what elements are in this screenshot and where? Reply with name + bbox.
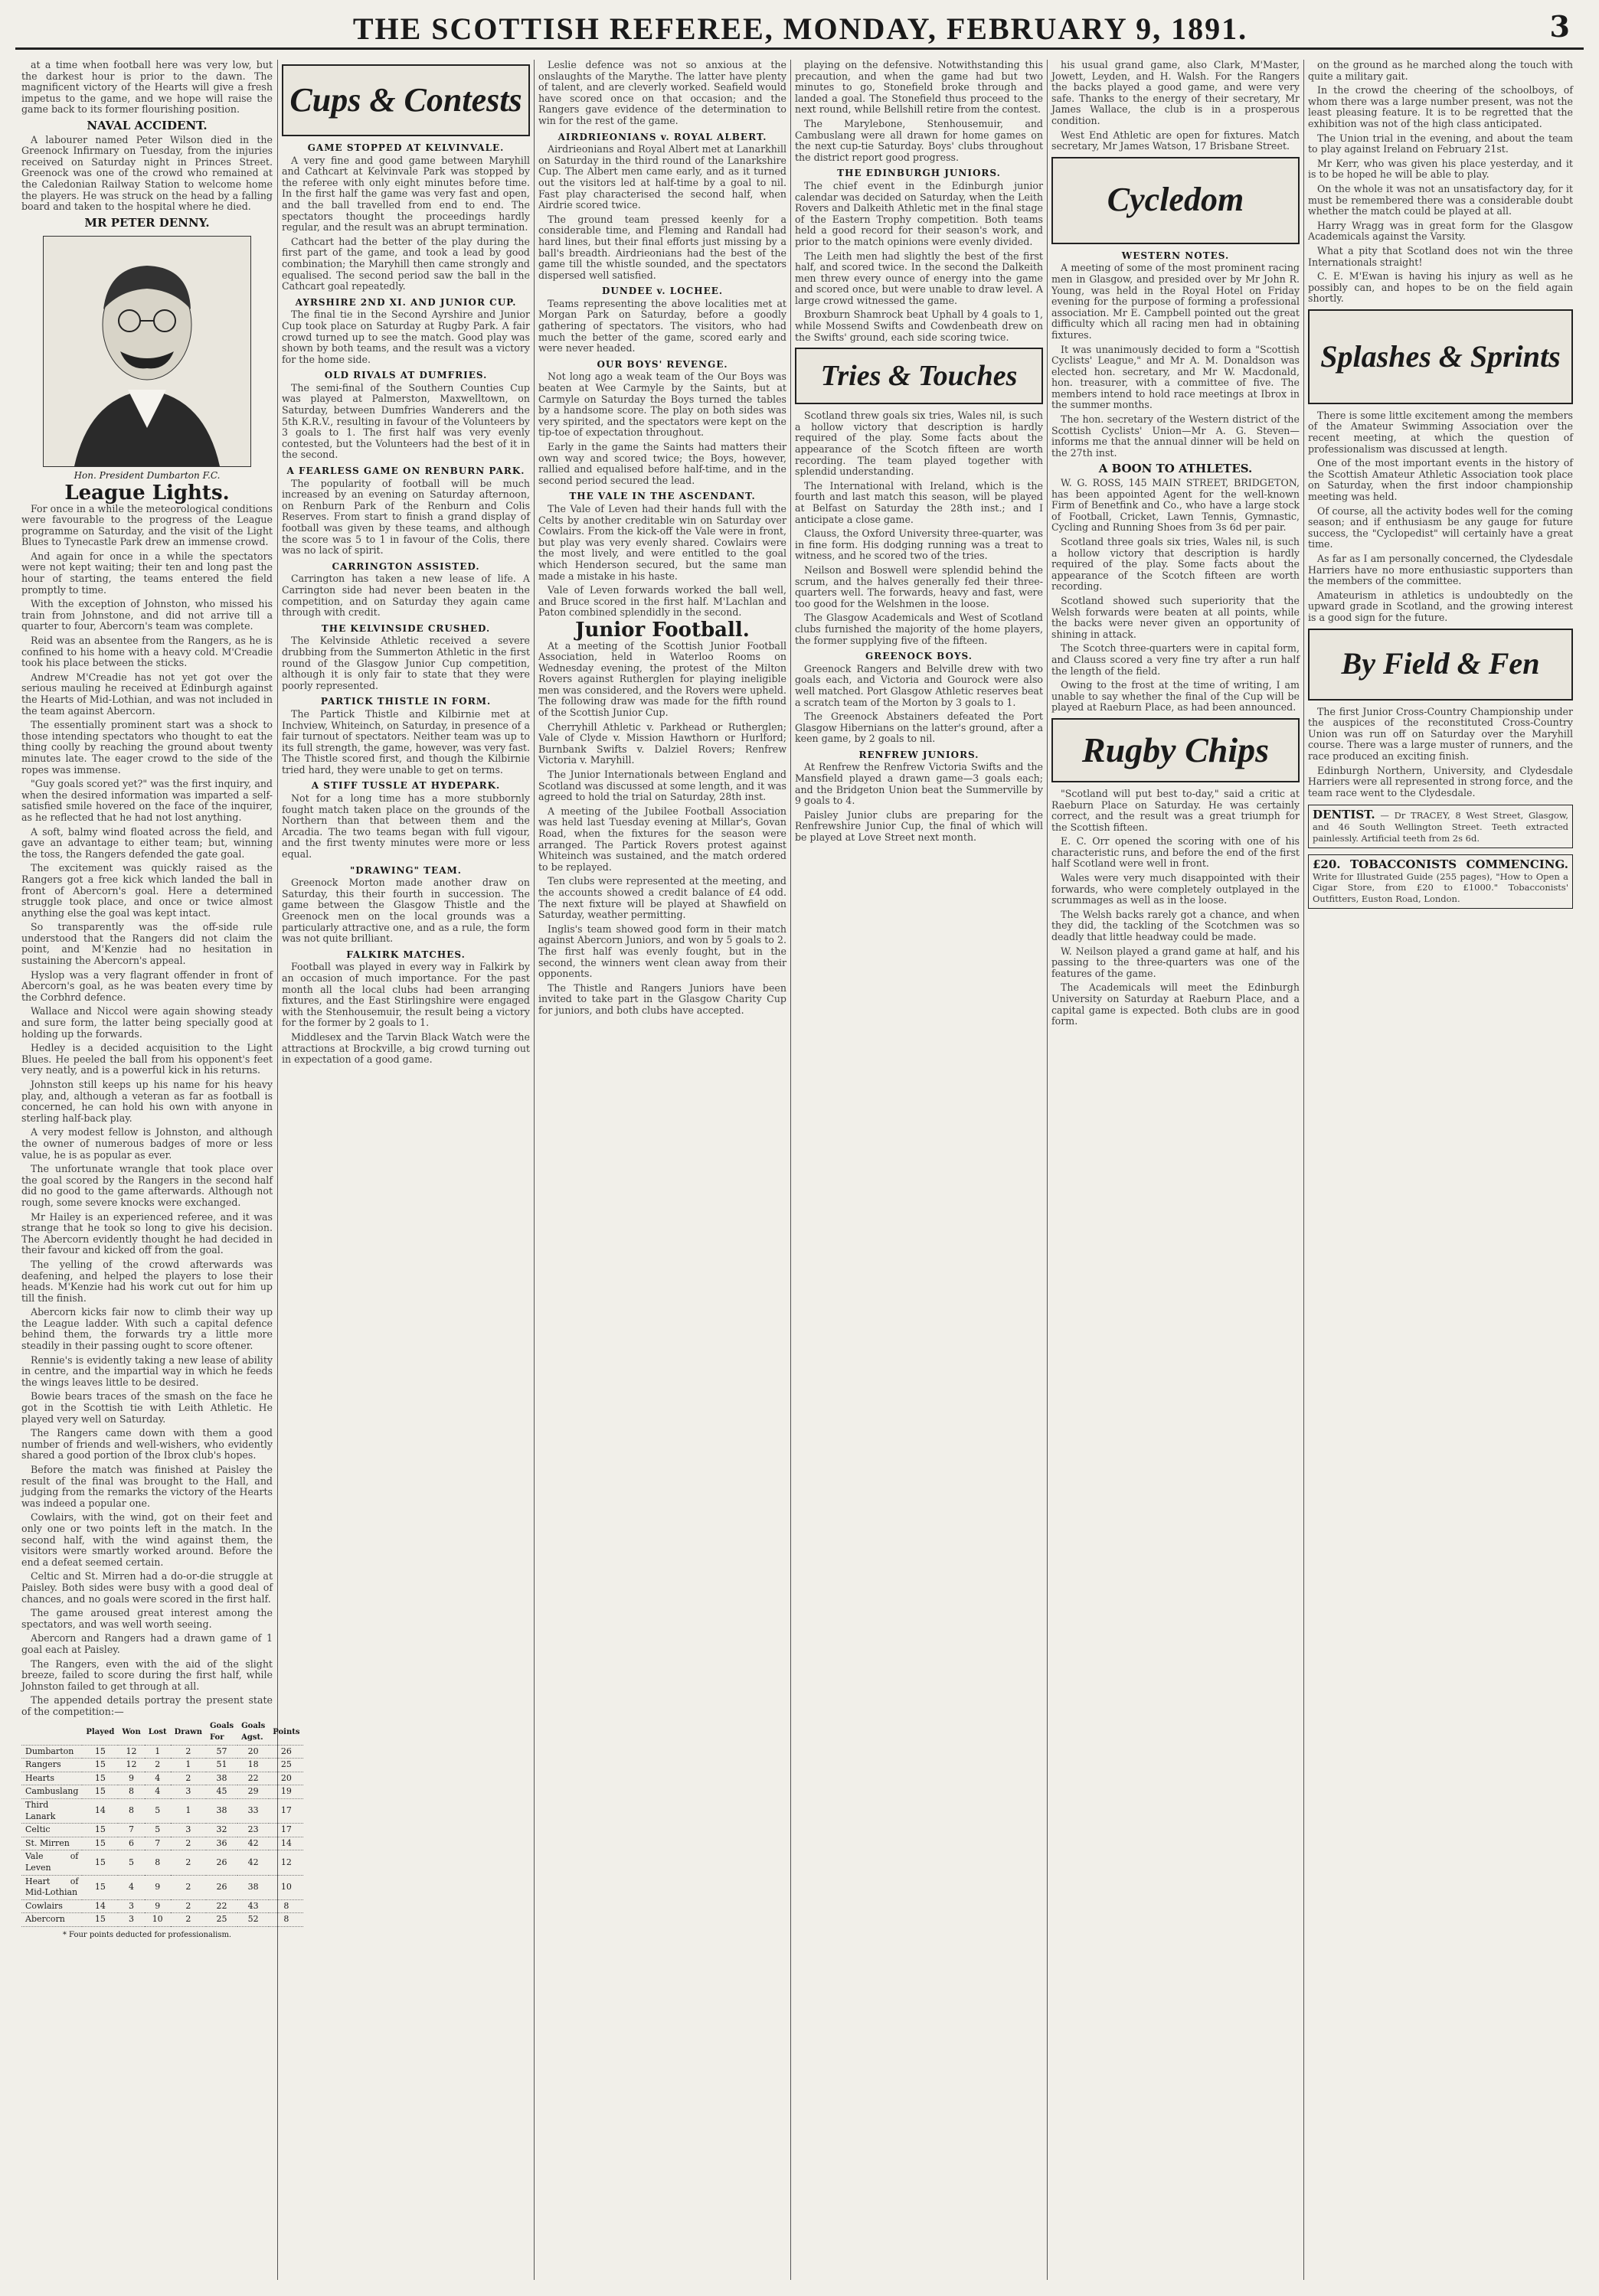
section-heading: A STIFF TUSSLE AT HYDEPARK. — [311, 780, 501, 792]
table-row — [21, 1837, 303, 1850]
club-name: Hearts — [21, 1772, 82, 1785]
table-cell: 4 — [145, 1772, 171, 1785]
section-heading: PARTICK THISTLE IN FORM. — [320, 696, 492, 707]
naval-accident-heading: NAVAL ACCIDENT. — [87, 118, 208, 132]
section-heading: AIRDRIEONIANS v. ROYAL ALBERT. — [558, 131, 767, 142]
table-cell: 38 — [206, 1772, 237, 1785]
table-cell: 2 — [171, 1875, 206, 1899]
table-row — [21, 1850, 303, 1875]
table-cell: 32 — [206, 1824, 237, 1837]
section-heading: THE EDINBURGH JUNIORS. — [837, 168, 1001, 179]
table-cell: 26 — [206, 1850, 237, 1875]
table-note: * Four points deducted for professionalism. — [62, 1930, 232, 1939]
table-cell: 25 — [206, 1913, 237, 1927]
table-cell: 8 — [269, 1899, 303, 1913]
table-cell: 33 — [237, 1799, 269, 1824]
table-cell: 9 — [145, 1899, 171, 1913]
rugby-chips-banner: Rugby Chips — [1051, 718, 1300, 782]
table-cell: 15 — [82, 1772, 118, 1785]
dentist-advertisement: DENTIST. — Dr TRACEY, 8 West Street, Glasgow, and 46 South Wellington Street. Teeth extracted painlessly. Artificial teeth from 2s 6d. — [1308, 805, 1573, 848]
tobacconist-advertisement: £20. TOBACCONISTS COMMENCING. Write for Illustrated Guide (255 pages), "How to Open a Cigar Store, from £20 to £1000." Tobacconists' Outfitters, Euston Road, London. — [1308, 854, 1573, 909]
table-column-header: Goals Agst. — [237, 1720, 269, 1745]
table-intro: The appended details portray the present state of the competition:— — [21, 1694, 273, 1717]
table-cell: 57 — [206, 1745, 237, 1759]
table-cell: 20 — [237, 1745, 269, 1759]
table-cell: 12 — [269, 1850, 303, 1875]
table-row — [21, 1899, 303, 1913]
section-heading: GAME STOPPED AT KELVINVALE. — [307, 142, 505, 153]
club-name: Heart of Mid-Lothian — [21, 1875, 82, 1899]
club-name: Cambuslang — [21, 1785, 82, 1799]
table-cell: 2 — [171, 1913, 206, 1927]
table-cell: 12 — [118, 1759, 144, 1772]
table-column-header: Points — [269, 1720, 303, 1745]
masthead-rule — [15, 47, 1584, 50]
table-cell: 3 — [171, 1824, 206, 1837]
club-name: Vale of Leven — [21, 1850, 82, 1875]
table-cell: 4 — [145, 1785, 171, 1799]
section-heading: GREENOCK BOYS. — [865, 651, 973, 662]
column-rule — [1303, 60, 1304, 2280]
section-heading: OLD RIVALS AT DUMFRIES. — [324, 370, 488, 381]
table-cell: 2 — [145, 1759, 171, 1772]
column-rule — [534, 60, 535, 2280]
section-heading: THE KELVINSIDE CRUSHED. — [321, 622, 491, 634]
table-cell: 8 — [118, 1799, 144, 1824]
table-cell: 14 — [269, 1837, 303, 1850]
table-cell: 1 — [171, 1799, 206, 1824]
table-column-header: Drawn — [171, 1720, 206, 1745]
table-cell: 18 — [237, 1759, 269, 1772]
column-4: playing on the defensive. Notwithstanding this precaution, and when the game had but two minutes to go, Stonefield broke through and landed a goal. The Stonefield thus proceed to the next round, while Bellshill retire from the contest. The Marylebone, Stenhousemuir, and Cambuslang were all drawn for home games on the next cup-tie Saturday. Boys' clubs throughout the district report good progress. THE EDINBURGH JUNIORS. The chief event in the Edinburgh junior calendar was decided on Saturday, when the Leith Rovers and Dalkeith Athletic met in the final stage of the Eastern Trophy competition. Both teams held a good record for their season's work, and prior to the match opinions were evenly divided. The Leith men had slightly the best of the first half, and scored twice. In the second the Dalkeith men threw every ounce of energy into the game and scored once, but were unable to draw level. A large crowd witnessed the game. Broxburn Shamrock beat Uphall by 4 goals to 1, while Mossend Swifts and Cowdenbeath drew on the Swifts' ground, each side scoring twice. Tries & Touches Scotland threw goals six tries, Wales nil, is such a hollow victory that description is hardly required of the play. Some facts about the appearance of the Scotch fifteen are worth recording. The team played together with splendid understanding. The International with Ireland, which is the fourth and last match this season, will be played at Belfast on Saturday the 28th inst.; and I anticipate a close game. Clauss, the Oxford University three-quarter, was in fine form. His dodging running was a treat to witness, and he scored two of the tries. Neilson and Boswell were splendid behind the scrum, and the halves generally fed their three-quarters well. The forwards, heavy and fast, were too good for the Welshmen in the loose. The Glasgow Academicals and West of Scotland clubs furnished the majority of the home players, the former supplying five of the fifteen. GREENOCK BOYS. Greenock Rangers and Belville drew with two goals each, and Victoria and Gourock were also well matched. Port Glasgow Athletic reserves beat a scratch team of the Morton by 3 goals to 1. The Greenock Abstainers defeated the Port Glasgow Hibernians on the latter's ground, after a keen game, by 2 goals to nil. RENFREW JUNIORS. At Renfrew the Renfrew Victoria Swifts and the Mansfield played a drawn game—3 goals each; and the Bridgeton Union beat the Summerville by 9 goals to 4. Paisley Junior clubs are preparing for the Renfrewshire Junior Cup, the final of which will be played at Love Street next month. — [795, 59, 1043, 844]
table-cell: 45 — [206, 1785, 237, 1799]
table-cell: 7 — [145, 1837, 171, 1850]
table-cell: 3 — [171, 1785, 206, 1799]
table-row — [21, 1799, 303, 1824]
column-1: at a time when football here was very low, but the darkest hour is prior to the dawn. The magnificent victory of the Hearts will give a fresh impetus to the game, and we hope will raise the game back to its former flourishing position. NAVAL ACCIDENT. A labourer named Peter Wilson died in the Greenock Infirmary on Tuesday, from the injuries received on Saturday night in Princes Street. Greenock was one of the crowd who remained at the Caledonian Railway Station to welcome home the players. He was struck on the head by a falling board and taken to the hospital where he died. MR PETER DENNY. Hon. President Dumbarton F.C. League Lights. For once in a while the meteorological conditions were favourable to the progress of the League programme on Saturday, and the visit of the Light Blues to Tynecastle Park drew an immense crowd. And again for once in a while the spectators were not kept waiting; their ten and long past the hour of starting, the teams entered the field promptly to time. With the exception of Johnston, who missed his train from Johnstone, and did not arrive till a quarter to four, Abercorn's team was complete. Reid was an absentee from the Rangers, as he is confined to his home with a heavy cold. M'Creadie took his place between the sticks. Andrew M'Creadie has not yet got over the serious mauling he received at Edinburgh against the Hearts of Mid-Lothian, and was not included in the team against Abercorn. The essentially prominent start was a shock to those intending spectators who thought to eat the thing coolly by reaching the ground about twenty minutes late. The eager crowd to the side of the ropes was immense. "Guy goals scored yet?" was the first inquiry, and when the desired information was imparted a self-satisfied smile hovered on the face of the inquirer, as he reflected that he had not lost anything. A soft, balmy wind floated across the field, and gave an advantage to either team; but, winning the toss, the Rangers defended the gate goal. The excitement was quickly raised as the Rangers got a free kick which landed the ball in front of Abercorn's goal. Here a determined struggle took place, and once or twice almost anything else the goal was kept intact. So transparently was the off-side rule understood that the Rangers did not claim the point, and M'Kenzie had no hesitation in sustaining the Abercorn's appeal. Hyslop was a very flagrant offender in front of Abercorn's goal, as he was beaten every time by the Corbhrd defence. Wallace and Niccol were again showing steady and sure form, the latter being specially good at holding up the forwards. Hedley is a decided acquisition to the Light Blues. He peeled the ball from his opponent's feet very neatly, and is a powerful kick in his returns. Johnston still keeps up his name for his heavy play, and, although a veteran as far as football is concerned, he can hold his own with anyone in sterling half-back play. A very modest fellow is Johnston, and although the owner of numerous badges of more or less value, he is as popular as ever. The unfortunate wrangle that took place over the goal scored by the Rangers in the second half did no good to the game afterwards. Although not rough, some severe knocks were exchanged. Mr Hailey is an experienced referee, and it was strange that he took so long to give his decision. The Abercorn evidently thought he had decided in their favour and kicked off from the goal. The yelling of the crowd afterwards was deafening, and helped the players to lose their heads. M'Kenzie had his work cut out for him up till the finish. Abercorn kicks fair now to climb their way up the League ladder. With such a capital defence behind them, the forwards try a little more steadily in their passing ought to score oftener. Rennie's is evidently taking a new lease of ability in centre, and the impartial way in which he feeds the wings leaves little to be desired. Bowie bears traces of the smash on the face he got in the Scottish tie with Leith Athletic. He played very well on Saturday. The Rangers came down with them a good number of friends and well-wishers, who evidently shared a good portion of the Ibrox club's hopes. Before the match was finished at Paisley the result of the final was brought to the Hall, and judging from the remarks the victory of the Hearts was indeed a popular one. Cowlairs, with the wind, got on their feet and only one or two points left in the match. In the second half, with the wind against them, the visitors were smartly worked around. Before the end a defeat seemed certain. Celtic and St. Mirren had a do-or-die struggle at Paisley. Both sides were busy with a good deal of chances, and no goals were scored in the first half. The game aroused great interest among the spectators, and was well worth seeing. Abercorn and Rangers had a drawn game of 1 goal each at Paisley. The Rangers, even with the aid of the slight breeze, failed to score during the first half, while Johnston failed to get through at all. The appended details portray the present state of the competition:— Played Won Lost Drawn Goals For Goals Agst. Points Dumbarton 15 12 1 2 57 20 26 Rangers 15 12 2 1 51 18 25 Hearts 15 9 4 2 38 22 20 Cambuslang 15 8 4 3 45 29 19 Third Lanark 14 8 5 1 38 33 17 Celtic 15 7 5 3 32 23 17 St. Mirren 15 6 7 2 36 42 14 Vale of Leven 15 5 8 2 26 42 12 Heart of Mid-Lothian 15 4 9 2 26 38 10 Cowlairs 14 3 9 2 22 43 8 Abercorn 15 3 10 2 25 52 8 * Four points deducted for professionalism. — [21, 60, 273, 2280]
table-cell: 26 — [206, 1875, 237, 1899]
cups-contests-banner: Cups & Contests — [282, 64, 530, 136]
junior-football-heading: Junior Football. — [575, 618, 750, 642]
table-cell: 19 — [269, 1785, 303, 1799]
table-cell: 51 — [206, 1759, 237, 1772]
section-heading: THE VALE IN THE ASCENDANT. — [569, 491, 756, 502]
western-notes-heading: WESTERN NOTES. — [1121, 250, 1230, 261]
column-5: his usual grand game, also Clark, M'Master, Jowett, Leyden, and H. Walsh. For the Rangers the backs played a good game, and were very safe. Thanks to the energy of their secretary, Mr James Wallace, the club is in a prosperous condition. West End Athletic are open for fixtures. Match secretary, Mr James Watson, 17 Brisbane Street. Cycledom WESTERN NOTES. A meeting of some of the most prominent racing men in Glasgow, and presided over by Mr John R. Young, was held in the Royal Hotel on Friday evening for the purpose of forming a professional association. Mr E. Campbell pointed out the great difficulty which all racing men had in obtaining fixtures. It was unanimously decided to form a "Scottish Cyclists' League," and Mr A. M. Donaldson was elected hon. secretary, and Mr W. Macdonald, hon. treasurer, with a committee of five. The members intend to hold race meetings at Ibrox in the summer months. The hon. secretary of the Western district of the Scottish Cyclists' Union—Mr A. G. Steven—informs me that the annual dinner will be held on the 27th inst. A BOON TO ATHLETES. W. G. ROSS, 145 MAIN STREET, BRIDGETON, has been appointed Agent for the well-known Firm of Benetfink and Co., who have a large stock of Football, Cricket, Lawn Tennis, Gymnastic, Cycling and Running Shoes from 3s 6d per pair. Scotland three goals six tries, Wales nil, is such a hollow victory that description is hardly required of the play. Some facts about the appearance of the Scotch fifteen are worth recording. Scotland showed such superiority that the Welsh forwards were beaten at all points, while the backs were never given an opportunity of shining in attack. The Scotch three-quarters were in capital form, and Clauss scored a very fine try after a run half the length of the field. Owing to the frost at the time of writing, I am unable to say whether the final of the Cup will be played at Raeburn Place, as had been announced. Rugby Chips "Scotland will put best to-day," said a critic at Raeburn Place on Saturday. He was certainly correct, and the result was a great triumph for the Scottish fifteen. E. C. Orr opened the scoring with one of his characteristic runs, and before the end of the first half Scotland were well in front. Wales were very much disappointed with their forwards, who were completely outplayed in the scrummages as well as in the loose. The Welsh backs rarely got a chance, and when they did, the tackling of the Scotchmen was so deadly that little headway could be made. W. Neilson played a grand game at half, and his passing to the three-quarters was one of the features of the game. The Academicals will meet the Edinburgh University on Saturday at Raeburn Place, and a capital game is expected. Both clubs are in good form. — [1051, 59, 1300, 1027]
table-cell: 42 — [237, 1837, 269, 1850]
table-cell: 38 — [237, 1875, 269, 1899]
table-cell: 8 — [269, 1913, 303, 1927]
table-cell: 17 — [269, 1799, 303, 1824]
table-cell: 43 — [237, 1899, 269, 1913]
table-cell: 8 — [118, 1785, 144, 1799]
table-cell: 20 — [269, 1772, 303, 1785]
cycledom-banner: Cycledom — [1051, 157, 1300, 244]
table-cell: 23 — [237, 1824, 269, 1837]
table-column-header: Played — [82, 1720, 118, 1745]
section-heading: CARRINGTON ASSISTED. — [332, 560, 480, 572]
splashes-sprints-banner: Splashes & Sprints — [1308, 309, 1573, 404]
portrait-engraving — [43, 236, 251, 467]
table-cell: 38 — [206, 1799, 237, 1824]
table-column-header — [21, 1720, 82, 1745]
table-row — [21, 1875, 303, 1899]
table-cell: 15 — [82, 1745, 118, 1759]
tobacconist-ad-title: £20. TOBACCONISTS COMMENCING. — [1313, 857, 1568, 872]
league-lights-heading: League Lights. — [64, 481, 230, 505]
club-name: Abercorn — [21, 1913, 82, 1927]
table-cell: 1 — [171, 1759, 206, 1772]
table-cell: 10 — [145, 1913, 171, 1927]
table-row — [21, 1824, 303, 1837]
table-cell: 14 — [82, 1799, 118, 1824]
section-heading: OUR BOYS' REVENGE. — [597, 358, 728, 370]
table-row — [21, 1772, 303, 1785]
table-cell: 1 — [145, 1745, 171, 1759]
by-field-fen-banner: By Field & Fen — [1308, 629, 1573, 701]
table-cell: 3 — [118, 1913, 144, 1927]
table-cell: 9 — [145, 1875, 171, 1899]
column-rule — [277, 60, 278, 2280]
boon-heading: A BOON TO ATHLETES. — [1098, 462, 1253, 476]
table-cell: 26 — [269, 1745, 303, 1759]
table-cell: 15 — [82, 1785, 118, 1799]
section-heading: DUNDEE v. LOCHEE. — [601, 286, 724, 297]
table-row — [21, 1785, 303, 1799]
page-number: 3 — [1549, 9, 1570, 44]
table-cell: 15 — [82, 1824, 118, 1837]
table-cell: 2 — [171, 1837, 206, 1850]
table-cell: 25 — [269, 1759, 303, 1772]
club-name: Dumbarton — [21, 1745, 82, 1759]
section-heading: AYRSHIRE 2ND XI. AND JUNIOR CUP. — [295, 296, 517, 308]
column-6: on the ground as he marched along the touch with quite a military gait. In the crowd the cheering of the schoolboys, of whom there was a large number present, was not the least pleasing feature. It is to be regretted that the exhibition was not of the high class anticipated. The Union trial in the evening, and about the team to play against Ireland on February 21st. Mr Kerr, who was given his place yesterday, and it is to be hoped he will be able to play. On the whole it was not an unsatisfactory day, for it must be remembered there was a considerable doubt whether the match could be played at all. Harry Wragg was in great form for the Glasgow Academicals against the Varsity. What a pity that Scotland does not win the three Internationals straight! C. E. M'Ewan is having his injury as well as he possibly can, and hopes to be on the field again shortly. Splashes & Sprints There is some little excitement among the members of the Amateur Swimming Association over the recent meeting, at which the question of professionalism was discussed at length. One of the most important events in the history of the Scottish Amateur Athletic Association took place on Saturday, when the first indoor championship meeting was held. Of course, all the activity bodes well for the coming season; and if enthusiasm be any gauge for future success, the "Cyclopedist" will certainly have a great time. As far as I am personally concerned, the Clydesdale Harriers have no more enthusiastic supporters than the members of the committee. Amateurism in athletics is undoubtedly on the upward grade in Scotland, and the growing interest is a good sign for the future. By Field & Fen The first Junior Cross-Country Championship under the auspices of the reconstituted Cross-Country Union was run off on Saturday over the Maryhill course. There was a large muster of runners, and the race produced an exciting finish. Edinburgh Northern, University, and Clydesdale Harriers were all represented in strong force, and the team race went to the Clydesdale. DENTIST. — Dr TRACEY, 8 West Street, Glasgow, and 46 South Wellington Street. Teeth extracted painlessly. Artificial teeth from 2s 6d. £20. TOBACCONISTS COMMENCING. Write for Illustrated Guide (255 pages), "How to Open a Cigar Store, from £20 to £1000." Tobacconists' Outfitters, Euston Road, London. — [1308, 60, 1573, 2280]
table-cell: 17 — [269, 1824, 303, 1837]
table-cell: 15 — [82, 1850, 118, 1875]
table-cell: 14 — [82, 1899, 118, 1913]
table-cell: 9 — [118, 1772, 144, 1785]
table-row — [21, 1913, 303, 1927]
table-header — [21, 1720, 303, 1745]
table-cell: 3 — [118, 1899, 144, 1913]
section-heading: RENFREW JUNIORS. — [858, 749, 979, 760]
club-name: Cowlairs — [21, 1899, 82, 1913]
table-cell: 15 — [82, 1875, 118, 1899]
table-cell: 22 — [206, 1899, 237, 1913]
masthead — [31, 6, 1570, 60]
tries-touches-banner: Tries & Touches — [795, 348, 1043, 404]
table-cell: 15 — [82, 1913, 118, 1927]
table-cell: 7 — [118, 1824, 144, 1837]
table-cell: 2 — [171, 1745, 206, 1759]
table-cell: 8 — [145, 1850, 171, 1875]
column-3: Leslie defence was not so anxious at the onslaughts of the Marythe. The latter have plenty of talent, and are cleverly worked. Seafield would have scored once on that occasion; and the Rangers gave evidence of the determination to win for the rest of the game. AIRDRIEONIANS v. ROYAL ALBERT. Airdrieonians and Royal Albert met at Lanarkhill on Saturday in the third round of the Lanarkshire Cup. The Albert men came early, and as it turned out the visitors led at half-time by a goal to nil. Fast play characterised the second half, when Airdrie scored twice. The ground team pressed keenly for a considerable time, and Fleming and Randall had hard lines, but their final efforts just missing by a ball's breadth. Airdrieonians had the best of the game till the whistle sounded, and the spectators dispersed well satisfied. DUNDEE v. LOCHEE. Teams representing the above localities met at Morgan Park on Saturday, before a goodly gathering of spectators. The visitors, who had much the better of the game, scored early and were never headed. OUR BOYS' REVENGE. Not long ago a weak team of the Our Boys was beaten at Wee Carmyle by the Saints, but at Carmyle on Saturday the Boys turned the tables by a handsome score. The play on both sides was very spirited, and the spectators were kept on the tip-toe of expectation throughout. Early in the game the Saints had matters their own way and scored twice; the Boys, however, rallied and equalised before half-time, and in the second period secured the lead. THE VALE IN THE ASCENDANT. The Vale of Leven had their hands full with the Celts by another creditable win on Saturday over Cowlairs. From the kick-off the Vale were in front, but play was very evenly shared. Cowlairs were the most lively, and were entitled to the goal which Henderson secured, but the same man made a mistake in his haste. Vale of Leven forwards worked the ball well, and Bruce scored in the first half. M'Lachlan and Paton combined splendidly in the second. Junior Football. At a meeting of the Scottish Junior Football Association, held in Waterloo Rooms on Wednesday evening, the protest of the Milton Rovers against Rutherglen for playing ineligible men was considered, and the Rovers were upheld. The following draw was made for the fifth round of the Scottish Junior Cup. Cherryhill Athletic v. Parkhead or Rutherglen; Vale of Clyde v. Mission Hawthorn or Hurlford; Burnbank Swifts v. Dalziel Rovers; Renfrew Victoria v. Maryhill. The Junior Internationals between England and Scotland was discussed at some length, and it was agreed to hold the trial on Saturday, 28th inst. A meeting of the Jubilee Football Association was held last Tuesday evening at Millar's, Govan Road, when the fixtures for the season were arranged. The Partick Rovers protest against Whiteinch was sustained, and the match ordered to be replayed. Ten clubs were represented at the meeting, and the accounts showed a credit balance of £4 odd. The next fixture will be played at Shawfield on Saturday, weather permitting. Inglis's team showed good form in their match against Abercorn Juniors, and won by 5 goals to 2. The first half was evenly fought, but in the second, the winners went clean away from their opponents. The Thistle and Rangers Juniors have been invited to take part in the Glasgow Charity Cup for juniors, and both clubs have accepted. — [538, 59, 787, 1016]
column-rule — [790, 60, 791, 2280]
table-cell: 5 — [145, 1799, 171, 1824]
league-standings-table — [21, 1720, 303, 1927]
table-cell: 2 — [171, 1899, 206, 1913]
table-row — [21, 1759, 303, 1772]
table-cell: 15 — [82, 1837, 118, 1850]
table-cell: 4 — [118, 1875, 144, 1899]
table-cell: 12 — [118, 1745, 144, 1759]
table-cell: 42 — [237, 1850, 269, 1875]
club-name: Celtic — [21, 1824, 82, 1837]
section-heading: "DRAWING" TEAM. — [350, 864, 462, 876]
table-cell: 29 — [237, 1785, 269, 1799]
table-row — [21, 1745, 303, 1759]
table-column-header: Goals For — [206, 1720, 237, 1745]
portrait-name: MR PETER DENNY. — [84, 215, 210, 230]
table-column-header: Lost — [145, 1720, 171, 1745]
table-cell: 52 — [237, 1913, 269, 1927]
table-cell: 22 — [237, 1772, 269, 1785]
column-rule — [1047, 60, 1048, 2280]
table-cell: 5 — [145, 1824, 171, 1837]
table-column-header: Won — [118, 1720, 144, 1745]
table-cell: 6 — [118, 1837, 144, 1850]
club-name: Rangers — [21, 1759, 82, 1772]
table-cell: 5 — [118, 1850, 144, 1875]
dentist-ad-title: DENTIST. — [1313, 808, 1375, 822]
table-cell: 2 — [171, 1850, 206, 1875]
section-heading: A FEARLESS GAME ON RENBURN PARK. — [286, 465, 525, 477]
club-name: Third Lanark — [21, 1799, 82, 1824]
table-cell: 10 — [269, 1875, 303, 1899]
table-cell: 36 — [206, 1837, 237, 1850]
table-cell: 15 — [82, 1759, 118, 1772]
table-cell: 2 — [171, 1772, 206, 1785]
portrait-caption: Hon. President Dumbarton F.C. — [74, 470, 221, 482]
newspaper-title: THE SCOTTISH REFEREE, MONDAY, FEBRUARY 9, 1891. — [352, 11, 1248, 46]
column-2: Cups & Contests GAME STOPPED AT KELVINVALE. A very fine and good game between Maryhill and Cathcart at Kelvinvale Park was stopped by the referee with only eight minutes before time. In the first half the game was very fast and open, and the ball travelled from end to end. The spectators thought the proceedings hardly regular, and the result was an abrupt termination. Cathcart had the better of the play during the first part of the game, and took a lead by good combination; the Maryhill then came strongly and equalised. The second period saw the ball in the Cathcart goal repeatedly. AYRSHIRE 2ND XI. AND JUNIOR CUP. The final tie in the Second Ayrshire and Junior Cup took place on Saturday at Rugby Park. A fair crowd turned up to see the match. Good play was shown by both teams, and the result was a victory for the home side. OLD RIVALS AT DUMFRIES. The semi-final of the Southern Counties Cup was played at Palmerston, Maxwelltown, on Saturday, between Dumfries Wanderers and the 5th K.R.V., resulting in favour of the Volunteers by 3 goals to 1. The first half was very evenly contested, but the Volunteers had the best of it in the second. A FEARLESS GAME ON RENBURN PARK. The popularity of football will be much increased by an evening on Saturday afternoon, on Renburn Park of the Renburn and Colis Reserves. From start to finish a grand display of football was given by these teams, and although the score was 5 to 1 in favour of the Colis, there was no lack of spirit. CARRINGTON ASSISTED. Carrington has taken a new lease of life. A Carrington side had never been beaten in the competition, and on Saturday they again came through with credit. THE KELVINSIDE CRUSHED. The Kelvinside Athletic received a severe drubbing from the Summerton Athletic in the first round of the Glasgow Junior Cup competition, although it is only fair to state that they were poorly represented. PARTICK THISTLE IN FORM. The Partick Thistle and Kilbirnie met at Inchview, Whiteinch, on Saturday, in presence of a fair turnout of spectators. Neither team was up to its full strength, the game, however, was very fast. The Thistle scored first, and though the Kilbirnie tried hard, they were unable to get on terms. A STIFF TUSSLE AT HYDEPARK. Not for a long time has a more stubbornly fought match taken place on the grounds of the Northern than that between them and the Arcadia. The two teams began with full vigour, and the first twenty minutes were more or less equal. "DRAWING" TEAM. Greenock Morton made another draw on Saturday, this their fourth in succession. The game between the Glasgow Thistle and the Greenock men on the local grounds was a particularly attractive one, and as a rule, the form was not quite brilliant. FALKIRK MATCHES. Football was played in every way in Falkirk by an occasion of much importance. For the past month all the local clubs had been arranging fixtures, and the East Stirlingshire were engaged with the Stenhousemuir, the result being a victory for the former by 2 goals to 1. Middlesex and the Tarvin Black Watch were the attractions at Brockville, a big crowd turning out in expectation of a good game. — [282, 60, 530, 2280]
club-name: St. Mirren — [21, 1837, 82, 1850]
section-heading: FALKIRK MATCHES. — [346, 949, 466, 960]
